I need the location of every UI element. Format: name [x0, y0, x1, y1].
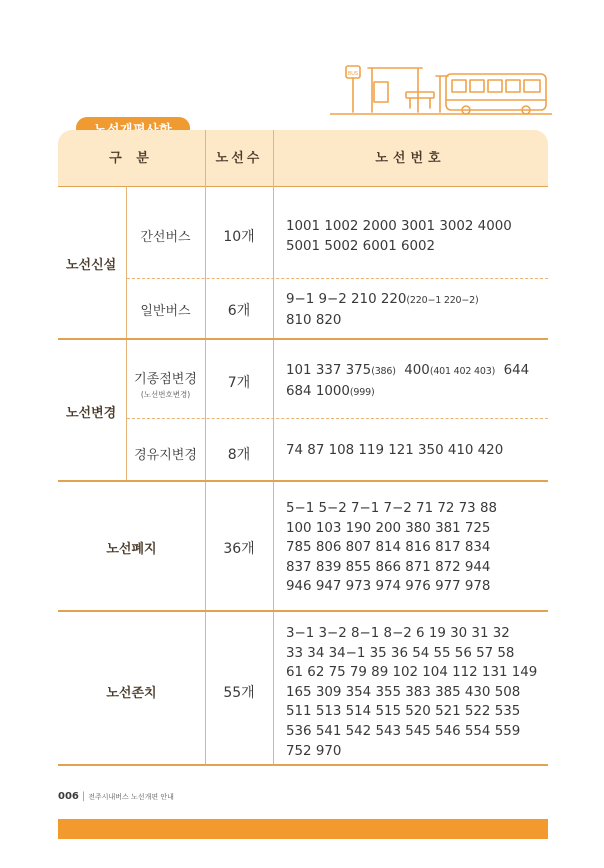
- route-count: 8개: [227, 447, 251, 463]
- document-title: 전주시내버스 노선개편 안내: [88, 793, 174, 801]
- table-header: [58, 130, 548, 187]
- route-numbers: 9−1 9−2 210 220(220−1 220−2) 810 820: [286, 292, 479, 328]
- route-numbers: 74 87 108 119 121 350 410 420: [286, 443, 504, 458]
- page-number: 006: [58, 791, 79, 802]
- route-type-via-change: 경유지변경: [134, 448, 197, 463]
- route-count: 10개: [223, 229, 255, 245]
- header-count: 노선수: [215, 151, 263, 166]
- group-label-changed-routes: 노선변경: [66, 406, 117, 421]
- header-numbers: 노선번호: [375, 151, 446, 166]
- route-type-trunk: 간선버스: [140, 230, 191, 245]
- row-divider-dashed: [127, 418, 548, 419]
- route-count: 55개: [223, 685, 255, 701]
- footer-accent-bar: [58, 819, 548, 839]
- route-count: 36개: [223, 541, 255, 557]
- row-divider: [58, 338, 548, 340]
- route-type-note: (노선번호변경): [140, 390, 191, 399]
- row-divider-dashed: [127, 278, 548, 279]
- route-numbers: 5−1 5−2 7−1 7−2 71 72 73 88 100 103 190 200 380 381 725 785 806 807 814 816 817 834 837 839 855 866 871 872 944 946 947 973 974 976 977 978: [286, 501, 497, 595]
- route-numbers: 101 337 375(386) 400(401 402 403) 644 684 1000(999): [286, 363, 530, 399]
- bus-sign-text: BUS: [347, 71, 359, 77]
- page-footer: 006 | 전주시내버스 노선개편 안내: [58, 791, 174, 802]
- row-divider: [58, 480, 548, 482]
- group-label-retained-routes: 노선존치: [106, 686, 157, 701]
- route-numbers: 3−1 3−2 8−1 8−2 6 19 30 31 32 33 34 34−1 35 36 54 55 56 57 58 61 62 75 79 89 102 104 112 131 149 165 309 354 355 383 385 430 508 511 513 514 515 520 521 522 535 536 541 542 543 545 546 554 559 752 970: [286, 626, 538, 759]
- route-count: 7개: [227, 375, 251, 391]
- route-count: 6개: [227, 303, 251, 319]
- route-type-terminal-change: 기종점변경 (노선번호변경): [126, 368, 205, 400]
- group-label-abolished-routes: 노선폐지: [106, 542, 157, 557]
- bus-stop-illustration: [330, 52, 552, 116]
- route-numbers: 1001 1002 2000 3001 3002 4000 5001 5002 6001 6002: [286, 219, 512, 254]
- row-divider: [58, 610, 548, 612]
- table-bottom-rule: [58, 764, 548, 766]
- header-category: 구 분: [109, 151, 154, 166]
- group-label-new-routes: 노선신설: [66, 258, 117, 273]
- route-type-general: 일반버스: [140, 304, 191, 319]
- column-divider-numbers: [273, 130, 274, 766]
